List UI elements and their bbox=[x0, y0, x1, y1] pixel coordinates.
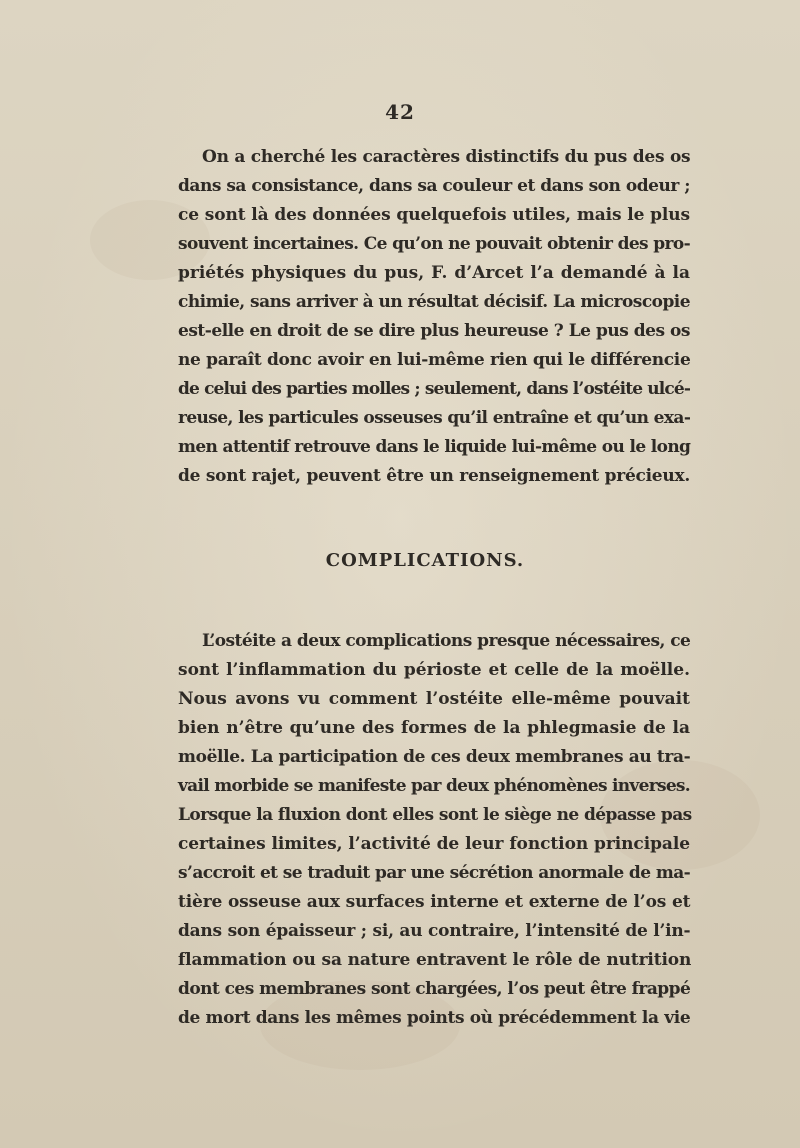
page-number: 42 bbox=[385, 100, 415, 124]
text-line: men attentif retrouve dans le liquide lui-même ou le long bbox=[178, 437, 691, 457]
text-line: flammation ou sa nature entravent le rôle de nutrition bbox=[178, 950, 692, 970]
text-line: de mort dans les mêmes points où précédemment la vie bbox=[178, 1008, 691, 1028]
text-line: Nous avons vu comment l’ostéite elle-même pouvait bbox=[178, 689, 690, 709]
text-line: tière osseuse aux surfaces interne et externe de l’os et bbox=[178, 892, 691, 912]
text-line: priétés physiques du pus, F. d’Arcet l’a demandé à la bbox=[178, 263, 690, 283]
text-line: Lorsque la fluxion dont elles sont le siège ne dépasse pas bbox=[178, 805, 692, 825]
text-line: bien n’être qu’une des formes de la phlegmasie de la bbox=[178, 718, 690, 738]
text-line: L’ostéite a deux complications presque nécessaires, ce bbox=[202, 631, 691, 651]
text-line: ne paraît donc avoir en lui-même rien qui le différencie bbox=[178, 350, 691, 370]
text-line: dans son épaisseur ; si, au contraire, l’intensité de l’in- bbox=[178, 921, 691, 941]
text-line: de celui des parties molles ; seulement, dans l’ostéite ulcé- bbox=[178, 379, 691, 399]
text-line: dans sa consistance, dans sa couleur et dans son odeur ; bbox=[178, 176, 691, 196]
paragraph-complications bbox=[178, 627, 690, 1033]
text-line: reuse, les particules osseuses qu’il entraîne et qu’un exa- bbox=[178, 408, 691, 428]
text-line: chimie, sans arriver à un résultat décisif. La microscopie bbox=[178, 292, 690, 312]
text-line: dont ces membranes sont chargées, l’os peut être frappé bbox=[178, 979, 691, 999]
text-line: ce sont là des données quelquefois utiles, mais le plus bbox=[178, 205, 690, 225]
text-line: certaines limites, l’activité de leur fonction principale bbox=[178, 834, 690, 854]
text-line: de sont rajet, peuvent être un renseignement précieux. bbox=[178, 466, 690, 486]
text-line: est-elle en droit de se dire plus heureuse ? Le pus des os bbox=[178, 321, 690, 341]
paragraph-pus-des-os bbox=[178, 143, 690, 491]
text-line: sont l’inflammation du périoste et celle de la moëlle. bbox=[178, 660, 690, 680]
section-heading: COMPLICATIONS. bbox=[325, 550, 525, 571]
text-line: moëlle. La participation de ces deux membranes au tra- bbox=[178, 747, 691, 767]
text-line: vail morbide se manifeste par deux phénomènes inverses. bbox=[178, 776, 690, 796]
text-line: souvent incertaines. Ce qu’on ne pouvait obtenir des pro- bbox=[178, 234, 690, 254]
text-line: s’accroit et se traduit par une sécrétion anormale de ma- bbox=[178, 863, 691, 883]
text-line: On a cherché les caractères distinctifs du pus des os bbox=[202, 147, 691, 167]
